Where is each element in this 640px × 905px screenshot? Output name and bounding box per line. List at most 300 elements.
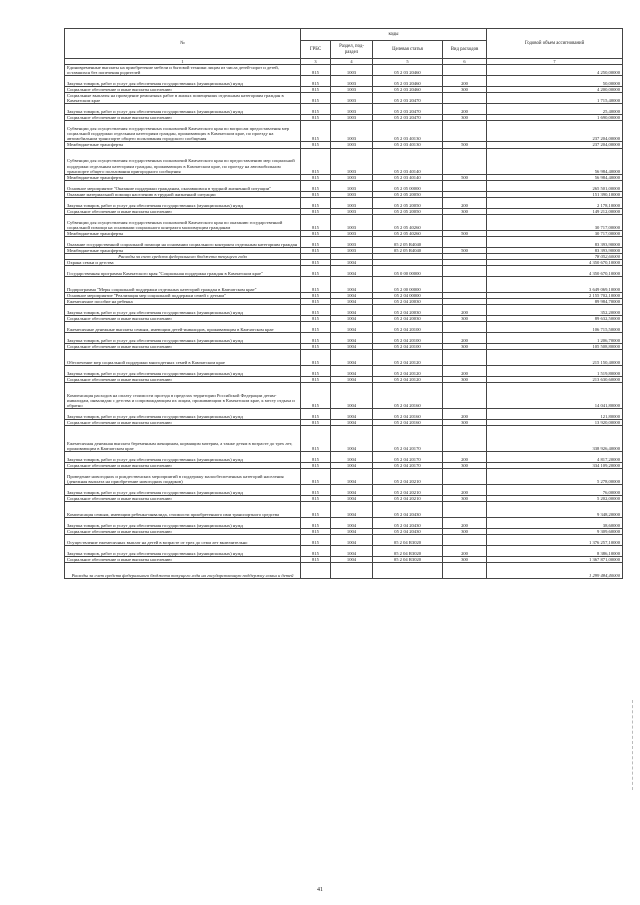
cell-s: 1004 <box>331 316 373 322</box>
cell-a: 338 926,40000 <box>487 426 623 452</box>
header-num: № <box>65 29 301 59</box>
table-row <box>65 93 623 104</box>
cell-s: 1004 <box>331 535 373 546</box>
cell-s: 1003 <box>331 236 373 247</box>
cell-g: 815 <box>301 535 331 546</box>
cell-t: 05 2 04 R3020 <box>373 546 443 557</box>
cell-d: Социальные выплаты на проведение ремонтных работ в жилых помещениях отдельным категориям граждан в Камчатском крае <box>65 93 301 104</box>
cell-d: Единовременные выплаты на приобретение мебели и бытовой техники лицам из числа детей-сирот и детей, оставшихся без попечения родителей <box>65 65 301 76</box>
cell-v <box>443 322 487 333</box>
cell-a: 50,00000 <box>487 76 623 87</box>
cell-v <box>443 93 487 104</box>
cell-t: 05 2 04 20120 <box>373 376 443 382</box>
cell-d: Оказание государственной социальной помощи на основании социального контракта отдельным категориям граждан <box>65 236 301 247</box>
cell-t: 05 2 04 20170 <box>373 426 443 452</box>
table-row <box>65 349 623 365</box>
cell-v: 300 <box>443 115 487 121</box>
cell-a: 78 052,60000 <box>487 253 623 259</box>
header-index-cell: 5 <box>373 59 443 65</box>
cell-a: 1 367 871,00000 <box>487 557 623 563</box>
cell-a: 352,20000 <box>487 305 623 316</box>
cell-v <box>443 180 487 191</box>
cell-s: 1004 <box>331 502 373 518</box>
cell-d: Закупка товаров, работ и услуг для обеспечения государственных (муниципальных) нужд <box>65 197 301 208</box>
cell-v <box>443 563 487 579</box>
cell-d: Межбюджетные трансферты <box>65 247 301 253</box>
table-row <box>65 333 623 344</box>
cell-d: Обеспечение мер социальной поддержки многодетных семей в Камчатском крае <box>65 349 301 365</box>
cell-a: 213 630,60000 <box>487 376 623 382</box>
cell-v: 300 <box>443 87 487 93</box>
cell-g: 815 <box>301 316 331 322</box>
cell-d: Расходы за счет средств федерального бюджета текущего года <box>65 253 301 259</box>
cell-d: Социальное обеспечение и иные выплаты населению <box>65 496 301 502</box>
cell-a: 1 376 257,10000 <box>487 535 623 546</box>
cell-a: 151 390,10000 <box>487 191 623 197</box>
cell-g: 815 <box>301 349 331 365</box>
table-row <box>65 276 623 292</box>
cell-a: 237 204,00000 <box>487 121 623 142</box>
cell-t: 05 2 05 R4040 <box>373 247 443 253</box>
cell-d: Закупка товаров, работ и услуг для обеспечения государственных (муниципальных) нужд <box>65 518 301 529</box>
cell-v: 300 <box>443 463 487 469</box>
cell-g: 815 <box>301 546 331 557</box>
cell-s: 1003 <box>331 148 373 174</box>
cell-d: Социальное обеспечение и иные выплаты населению <box>65 463 301 469</box>
table-row <box>65 535 623 546</box>
cell-s: 1003 <box>331 180 373 191</box>
cell-g <box>301 563 331 579</box>
cell-a: 5 202,00000 <box>487 496 623 502</box>
budget-table <box>64 28 623 579</box>
cell-t: 05 2 03 40130 <box>373 142 443 148</box>
cell-a: 4 250,00000 <box>487 65 623 76</box>
cell-a: 265 501,00000 <box>487 180 623 191</box>
cell-s: 1004 <box>331 452 373 463</box>
cell-s: 1004 <box>331 426 373 452</box>
cell-d: Основное мероприятие "Реализация мер социальной поддержки семей с детьми" <box>65 292 301 298</box>
cell-s: 1004 <box>331 496 373 502</box>
cell-t: 05 2 04 20430 <box>373 529 443 535</box>
table-row <box>65 485 623 496</box>
cell-v: 300 <box>443 208 487 214</box>
cell-s: 1004 <box>331 259 373 265</box>
cell-g: 815 <box>301 502 331 518</box>
page-number: 41 <box>317 887 323 893</box>
cell-t: 05 2 03 20460 <box>373 87 443 93</box>
table-row <box>65 365 623 376</box>
cell-t: 05 2 04 20030 <box>373 316 443 322</box>
cell-v <box>443 214 487 230</box>
cell-a: 1 715,40000 <box>487 93 623 104</box>
cell-s: 1003 <box>331 76 373 87</box>
cell-t: 05 2 04 20210 <box>373 496 443 502</box>
cell-g: 815 <box>301 420 331 426</box>
cell-s: 1004 <box>331 299 373 305</box>
cell-t: 05 2 04 20100 <box>373 343 443 349</box>
cell-g: 815 <box>301 299 331 305</box>
cell-g: 815 <box>301 174 331 180</box>
cell-s: 1004 <box>331 343 373 349</box>
cell-a: 83 393,90000 <box>487 236 623 247</box>
cell-g: 815 <box>301 557 331 563</box>
cell-a: 1 690,00000 <box>487 115 623 121</box>
cell-s: 1003 <box>331 104 373 115</box>
cell-v: 200 <box>443 104 487 115</box>
cell-t: 05 2 03 20460 <box>373 76 443 87</box>
header-amount: Годовой объем ассигнований <box>487 29 623 59</box>
cell-t: 05 2 04 20100 <box>373 322 443 333</box>
cell-v: 300 <box>443 420 487 426</box>
cell-g: 815 <box>301 469 331 485</box>
cell-d: Социальное обеспечение и иные выплаты населению <box>65 208 301 214</box>
cell-g: 815 <box>301 93 331 104</box>
cell-d: Социальное обеспечение и иные выплаты населению <box>65 343 301 349</box>
cell-s: 1003 <box>331 174 373 180</box>
cell-s: 1004 <box>331 463 373 469</box>
cell-d: Социальное обеспечение и иные выплаты населению <box>65 529 301 535</box>
cell-g: 815 <box>301 333 331 344</box>
header-codes: коды <box>301 29 487 41</box>
cell-a: 56 984,40000 <box>487 148 623 174</box>
cell-g: 815 <box>301 180 331 191</box>
cell-s: 1003 <box>331 87 373 93</box>
cell-d: Социальное обеспечение и иные выплаты населению <box>65 87 301 93</box>
cell-a: 215 150,40000 <box>487 349 623 365</box>
cell-a: 30 717,00000 <box>487 214 623 230</box>
cell-v: 200 <box>443 333 487 344</box>
cell-v <box>443 236 487 247</box>
cell-d: Социальное обеспечение и иные выплаты населению <box>65 115 301 121</box>
cell-g: 815 <box>301 463 331 469</box>
cell-t: 05 2 03 20460 <box>373 65 443 76</box>
cell-a: 105 508,80000 <box>487 343 623 349</box>
cell-d: Расходы за счет средств федерального бюджета текущего года на государственную поддержку семьи и детей <box>65 563 301 579</box>
cell-v: 500 <box>443 174 487 180</box>
cell-s: 1003 <box>331 214 373 230</box>
cell-a: 2 178,10000 <box>487 197 623 208</box>
cell-v: 300 <box>443 316 487 322</box>
cell-d: Ежемесячное пособие на ребенка <box>65 299 301 305</box>
cell-t: 05 2 05 20050 <box>373 197 443 208</box>
cell-g: 815 <box>301 148 331 174</box>
cell-g: 815 <box>301 529 331 535</box>
cell-g: 815 <box>301 191 331 197</box>
table-row <box>65 546 623 557</box>
cell-v <box>443 535 487 546</box>
cell-v: 200 <box>443 518 487 529</box>
cell-s: 1004 <box>331 518 373 529</box>
cell-a: 14 041,80000 <box>487 382 623 408</box>
table-body <box>65 65 623 579</box>
header-index-cell: 7 <box>487 59 623 65</box>
cell-d: Закупка товаров, работ и услуг для обеспечения государственных (муниципальных) нужд <box>65 546 301 557</box>
cell-d: Закупка товаров, работ и услуг для обеспечения государственных (муниципальных) нужд <box>65 485 301 496</box>
cell-g: 815 <box>301 259 331 265</box>
header-row-1 <box>65 29 623 41</box>
cell-a: 9 309,60000 <box>487 529 623 535</box>
cell-d: Межбюджетные трансферты <box>65 230 301 236</box>
cell-g: 815 <box>301 322 331 333</box>
cell-s: 1004 <box>331 349 373 365</box>
cell-v: 200 <box>443 452 487 463</box>
table-row <box>65 452 623 463</box>
cell-d: Социальное обеспечение и иные выплаты населению <box>65 316 301 322</box>
cell-s: 1004 <box>331 322 373 333</box>
cell-g: 815 <box>301 365 331 376</box>
cell-v: 200 <box>443 409 487 420</box>
cell-v: 300 <box>443 557 487 563</box>
cell-t: 05 2 04 20030 <box>373 299 443 305</box>
cell-g: 815 <box>301 214 331 230</box>
cell-t: 05 2 04 20430 <box>373 502 443 518</box>
cell-a: 89 632,50000 <box>487 316 623 322</box>
cell-t: 05 2 04 20120 <box>373 349 443 365</box>
cell-g: 815 <box>301 452 331 463</box>
cell-g: 815 <box>301 208 331 214</box>
cell-t: 05 0 00 00000 <box>373 266 443 277</box>
cell-v <box>443 469 487 485</box>
cell-s: 1004 <box>331 546 373 557</box>
table-row <box>65 65 623 76</box>
cell-v: 200 <box>443 485 487 496</box>
cell-s: 1003 <box>331 197 373 208</box>
cell-v: 200 <box>443 305 487 316</box>
cell-v: 500 <box>443 142 487 148</box>
cell-t: 05 2 04 20160 <box>373 382 443 408</box>
cell-t: 05 2 04 20100 <box>373 333 443 344</box>
cell-g: 815 <box>301 343 331 349</box>
cell-t: 05 2 04 20170 <box>373 463 443 469</box>
cell-d: Закупка товаров, работ и услуг для обеспечения государственных (муниципальных) нужд <box>65 365 301 376</box>
cell-g: 815 <box>301 382 331 408</box>
cell-g: 815 <box>301 266 331 277</box>
table-row <box>65 469 623 485</box>
cell-t: 05 2 03 40140 <box>373 148 443 174</box>
cell-s: 1004 <box>331 469 373 485</box>
cell-t: 05 2 04 20430 <box>373 518 443 529</box>
header-index-cell: 4 <box>331 59 373 65</box>
cell-g: 815 <box>301 230 331 236</box>
cell-d: Закупка товаров, работ и услуг для обеспечения государственных (муниципальных) нужд <box>65 409 301 420</box>
table-row <box>65 305 623 316</box>
header-target: Целевая статья <box>373 41 443 59</box>
cell-t: 05 2 03 20470 <box>373 104 443 115</box>
cell-s: 1004 <box>331 382 373 408</box>
cell-a: 237 204,00000 <box>487 142 623 148</box>
cell-d: Социальное обеспечение и иные выплаты населению <box>65 376 301 382</box>
cell-a: 76,00000 <box>487 485 623 496</box>
cell-a: 25,40000 <box>487 104 623 115</box>
cell-d: Компенсация семьям, имеющим ребенка-инвалида, стоимости приобретенного ими транспортного средства <box>65 502 301 518</box>
table-row <box>65 214 623 230</box>
cell-a: 13 920,00000 <box>487 420 623 426</box>
cell-s: 1004 <box>331 529 373 535</box>
cell-v: 200 <box>443 197 487 208</box>
cell-s: 1004 <box>331 365 373 376</box>
cell-t: 05 2 04 20160 <box>373 420 443 426</box>
cell-a: 4 817,20000 <box>487 452 623 463</box>
cell-a: 89 984,70000 <box>487 299 623 305</box>
cell-d: Охрана семьи и детства <box>65 259 301 265</box>
scan-edge-mark <box>632 700 634 790</box>
cell-g: 815 <box>301 65 331 76</box>
cell-d: Закупка товаров, работ и услуг для обеспечения государственных (муниципальных) нужд <box>65 104 301 115</box>
cell-d: Субвенции для осуществления государственных полномочий Камчатского края по оказанию государственной социальной помощи на основании социального контракта малоимущим гражданам <box>65 214 301 230</box>
table-row <box>65 426 623 452</box>
cell-a: 334 109,20000 <box>487 463 623 469</box>
cell-t: 05 2 04 20030 <box>373 305 443 316</box>
cell-s: 1003 <box>331 65 373 76</box>
table-row <box>65 266 623 277</box>
cell-v <box>443 266 487 277</box>
cell-a: 1 519,80000 <box>487 365 623 376</box>
cell-v <box>443 148 487 174</box>
cell-s: 1004 <box>331 276 373 292</box>
table-row <box>65 148 623 174</box>
table-row <box>65 180 623 191</box>
cell-v: 200 <box>443 365 487 376</box>
table-row <box>65 322 623 333</box>
cell-t: 05 2 05 R4040 <box>373 236 443 247</box>
cell-t: 05 2 04 20170 <box>373 452 443 463</box>
table-row <box>65 76 623 87</box>
cell-v <box>443 65 487 76</box>
cell-g: 815 <box>301 115 331 121</box>
cell-s: 1003 <box>331 208 373 214</box>
cell-g: 815 <box>301 76 331 87</box>
cell-a: 5 278,00000 <box>487 469 623 485</box>
cell-t: 05 2 04 20120 <box>373 365 443 376</box>
cell-g: 815 <box>301 518 331 529</box>
cell-d: Закупка товаров, работ и услуг для обеспечения государственных (муниципальных) нужд <box>65 305 301 316</box>
cell-d: Социальное обеспечение и иные выплаты населению <box>65 420 301 426</box>
cell-t: 05 2 03 40140 <box>373 174 443 180</box>
cell-v: 200 <box>443 546 487 557</box>
budget-sheet <box>64 28 622 579</box>
cell-s: 1004 <box>331 305 373 316</box>
table-row <box>65 104 623 115</box>
note-row <box>65 563 623 579</box>
cell-a: 3 649 069,10000 <box>487 276 623 292</box>
cell-t: 05 2 03 20470 <box>373 115 443 121</box>
table-row <box>65 121 623 142</box>
cell-t: 05 2 03 20470 <box>373 93 443 104</box>
cell-s: 1003 <box>331 115 373 121</box>
cell-g: 815 <box>301 409 331 420</box>
cell-a: 106 715,50000 <box>487 322 623 333</box>
cell-v: 300 <box>443 496 487 502</box>
cell-d: Закупка товаров, работ и услуг для обеспечения государственных (муниципальных) нужд <box>65 333 301 344</box>
cell-g: 815 <box>301 87 331 93</box>
cell-v: 200 <box>443 76 487 87</box>
cell-g: 815 <box>301 197 331 208</box>
cell-s: 1004 <box>331 409 373 420</box>
cell-d: Межбюджетные трансферты <box>65 142 301 148</box>
cell-s: 1003 <box>331 230 373 236</box>
table-row <box>65 197 623 208</box>
cell-d: Государственная программа Камчатского края "Социальная поддержка граждан в Камчатском крае" <box>65 266 301 277</box>
cell-d: Субвенции для осуществления государственных полномочий Камчатского края по вопросам предоставления мер социальной поддержки отдельным категориям граждан, проживающих в Камчатском крае, по проезду на автомобильном транспорте общего пользования городского сообщения <box>65 121 301 142</box>
cell-g: 815 <box>301 376 331 382</box>
header-grbs: ГРБС <box>301 41 331 59</box>
cell-g: 815 <box>301 292 331 298</box>
cell-d: Проведение новогодних и рождественских мероприятий в поддержку малообеспеченных категорий населения (денежная выплата на приобретение новогодних подарков) <box>65 469 301 485</box>
cell-d: Субвенции для осуществления государственных полномочий Камчатского края по предоставлению мер социальной поддержки отдельным категориям граждан, проживающих в Камчатском крае, по проезду на автомобильном транспорте общего пользования пригородного сообщения <box>65 148 301 174</box>
cell-t: 05 2 04 R3020 <box>373 557 443 563</box>
cell-t <box>373 563 443 579</box>
cell-v <box>443 502 487 518</box>
cell-s: 1003 <box>331 142 373 148</box>
header-section: Раздел, под-раздел <box>331 41 373 59</box>
cell-s: 1003 <box>331 191 373 197</box>
cell-s: 1004 <box>331 557 373 563</box>
cell-v: 300 <box>443 343 487 349</box>
cell-a: 83 393,90000 <box>487 247 623 253</box>
cell-g: 815 <box>301 496 331 502</box>
cell-s: 1004 <box>331 266 373 277</box>
cell-v <box>443 382 487 408</box>
cell-g: 815 <box>301 247 331 253</box>
cell-g: 815 <box>301 142 331 148</box>
cell-d: Социальное обеспечение и иные выплаты населению <box>65 557 301 563</box>
cell-a: 121,80000 <box>487 409 623 420</box>
cell-t: 05 2 00 00000 <box>373 276 443 292</box>
cell-s: 1003 <box>331 93 373 104</box>
cell-s: 1004 <box>331 292 373 298</box>
cell-s: 1003 <box>331 121 373 142</box>
cell-d: Ежемесячные денежные выплаты семьям, имеющим детей-инвалидов, проживающим в Камчатском крае <box>65 322 301 333</box>
table-row <box>65 382 623 408</box>
cell-d: Закупка товаров, работ и услуг для обеспечения государственных (муниципальных) нужд <box>65 76 301 87</box>
cell-g: 815 <box>301 104 331 115</box>
table-row <box>65 236 623 247</box>
cell-s <box>331 563 373 579</box>
cell-g: 815 <box>301 236 331 247</box>
cell-a: 4 200,00000 <box>487 87 623 93</box>
cell-a: 1 299 484,40000 <box>487 563 623 579</box>
table-row <box>65 518 623 529</box>
cell-v <box>443 426 487 452</box>
cell-g: 815 <box>301 426 331 452</box>
cell-d: Межбюджетные трансферты <box>65 174 301 180</box>
cell-a: 149 212,00000 <box>487 208 623 214</box>
cell-a: 56 984,40000 <box>487 174 623 180</box>
header-index-cell: 6 <box>443 59 487 65</box>
cell-a: 4 350 670,10000 <box>487 266 623 277</box>
cell-t: 05 2 03 40130 <box>373 121 443 142</box>
cell-a: 30 717,00000 <box>487 230 623 236</box>
cell-t: 05 2 04 00000 <box>373 292 443 298</box>
cell-d: Оказание материальной помощи населению в трудной жизненной ситуации <box>65 191 301 197</box>
cell-d: Ежемесячная денежная выплата беременным женщинам, кормящим матерям, а также детям в возрасте до трех лет, проживающим в Камчатском крае <box>65 426 301 452</box>
cell-v <box>443 121 487 142</box>
cell-t: 05 2 05 40260 <box>373 230 443 236</box>
cell-d: Компенсация расходов на оплату стоимости проезда в пределах территории Российской Федерации детям-инвалидам, инвалидам с детства и сопровождающим их лицам, проживающим в Камчатском крае, к месту отдыха и обратно <box>65 382 301 408</box>
cell-t: 05 2 05 20050 <box>373 191 443 197</box>
cell-d: Подпрограмма "Меры социальной поддержки отдельных категорий граждан в Камчатском крае" <box>65 276 301 292</box>
cell-s: 1004 <box>331 376 373 382</box>
table-row <box>65 409 623 420</box>
cell-v: 500 <box>443 247 487 253</box>
cell-v <box>443 349 487 365</box>
cell-s: 1004 <box>331 420 373 426</box>
cell-v: 500 <box>443 230 487 236</box>
cell-a: 9 348,20000 <box>487 502 623 518</box>
cell-s: 1003 <box>331 247 373 253</box>
cell-g: 815 <box>301 305 331 316</box>
header-index-cell: 3 <box>301 59 331 65</box>
